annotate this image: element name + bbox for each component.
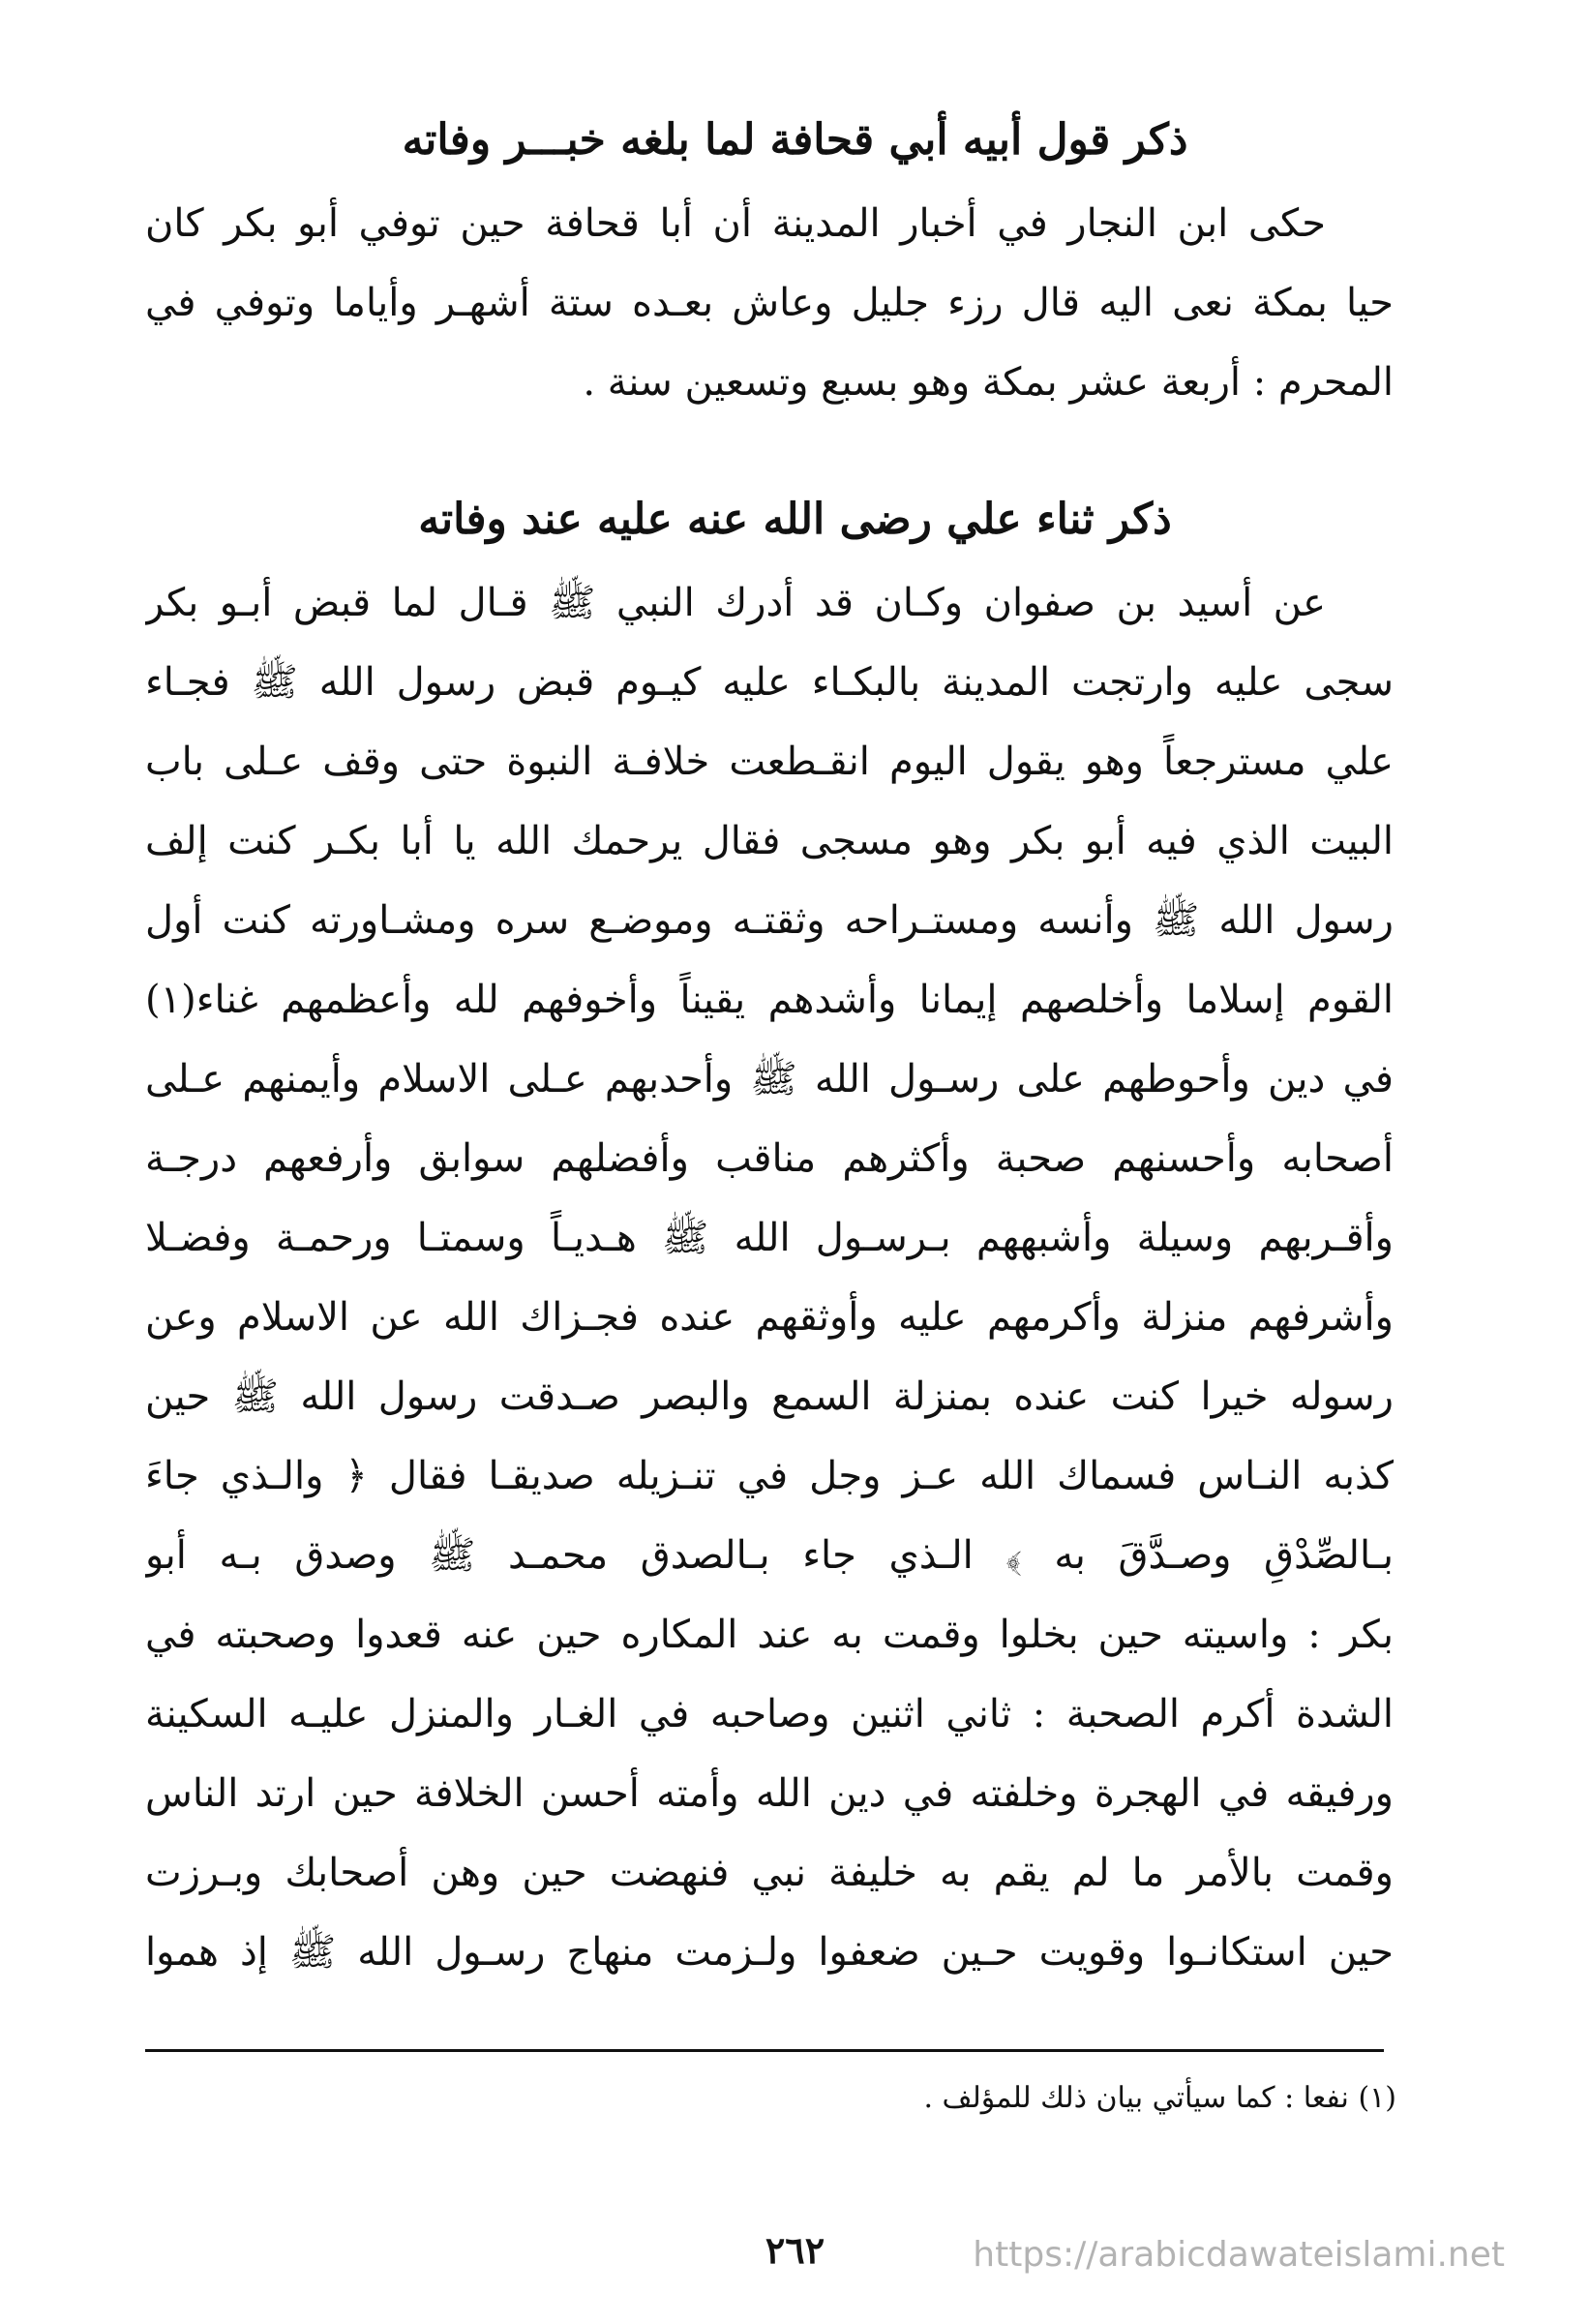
text-line: المحرم : أربعة عشر بمكة وهو بسبع وتسعين سنة . (583, 360, 1394, 405)
text-line: رسول الله ﷺ وأنسه ومستـراحه وثقتـه وموضـع سره ومشـاورته كنت أول (145, 898, 1394, 943)
text-line: رسوله خيرا كنت عنده بمنزلة السمع والبصر صـدقت رسول الله ﷺ حين (145, 1374, 1394, 1419)
text-line: البيت الذي فيه أبو بكر وهو مسجى فقال يرحمك الله يا أبا بكـر كنت إلف (145, 819, 1394, 863)
text-line: بـالصِّدْقِ وصـدَّقَ به ﴾ الـذي جاء بـالصدق محمـد ﷺ وصدق بـه أبو (145, 1533, 1394, 1578)
text-line: علي مسترجعاً وهو يقول اليوم انقـطعت خلافـة النبوة حتى وقف عـلى باب (145, 739, 1394, 784)
text-line: وقمت بالأمر ما لم يقم به خليفة نبي فنهضت حين وهن أصحابك وبـرزت (145, 1851, 1394, 1895)
paragraph-ali-praise (145, 563, 1394, 1992)
text-line: وأقـربهم وسيلة وأشبههم بـرسـول الله ﷺ هـديـاً وسمتـا ورحمـة وفضـلا (145, 1216, 1394, 1260)
text-line: حين استكانـوا وقويت حـين ضعفوا ولـزمت منهاج رسـول الله ﷺ إذ هموا (145, 1930, 1394, 1975)
section-heading-ali-praise: ذكر ثناء علي رضى الله عنه عليه عند وفاته (418, 494, 1172, 544)
watermark-url: https://arabicdawateislami.net (973, 2235, 1505, 2275)
page-number: ٢٦٢ (765, 2228, 825, 2272)
text-line: حكى ابن النجار في أخبار المدينة أن أبا قحافة حين توفي أبو بكر كان (145, 201, 1326, 246)
text-line: أصحابه وأحسنهم صحبة وأكثرهم مناقب وأفضلهم سوابق وأرفعهم درجـة (145, 1136, 1394, 1181)
text-line: حيا بمكة نعى اليه قال رزء جليل وعاش بعـده ستة أشهـر وأياما وتوفي في (145, 281, 1394, 325)
text-line: في دين وأحوطهم على رسـول الله ﷺ وأحدبهم عـلى الاسلام وأيمنهم عـلى (145, 1057, 1394, 1102)
text-line: سجى عليه وارتجت المدينة بالبكـاء عليه كيـوم قبض رسول الله ﷺ فجـاء (145, 660, 1394, 705)
text-line: بكر : واسيته حين بخلوا وقمت به عند المكاره حين عنه قعدوا وصحبته في (145, 1613, 1394, 1657)
text-line: القوم إسلاما وأخلصهم إيمانا وأشدهم يقيناً وأخوفهم لله وأعظمهم غناء(١) (145, 978, 1394, 1022)
footnote: (١) نفعا : كما سيأتي بيان ذلك للمؤلف . (923, 2081, 1396, 2115)
text-line: ورفيقه في الهجرة وخلفته في دين الله وأمته أحسن الخلافة حين ارتد الناس (145, 1771, 1394, 1816)
paragraph-abu-quhafa (145, 184, 1394, 422)
text-line: كذبه النـاس فسماك الله عـز وجل في تنـزيله صديقـا فقال ﴿ والـذي جاءَ (145, 1454, 1394, 1498)
text-line: الشدة أكرم الصحبة : ثاني اثنين وصاحبه في الغـار والمنزل عليـه السكينة (145, 1692, 1394, 1736)
section-heading-abu-quhafa: ذكر قول أبيه أبي قحافة لما بلغه خبـــر وفاته (402, 114, 1188, 165)
footnote-divider (145, 2049, 1384, 2052)
text-line: عن أسيد بن صفوان وكـان قد أدرك النبي ﷺ قـال لما قبض أبـو بكر (145, 581, 1326, 625)
text-line: وأشرفهم منزلة وأكرمهم عليه وأوثقهم عنده فجـزاك الله عن الاسلام وعن (145, 1295, 1394, 1340)
